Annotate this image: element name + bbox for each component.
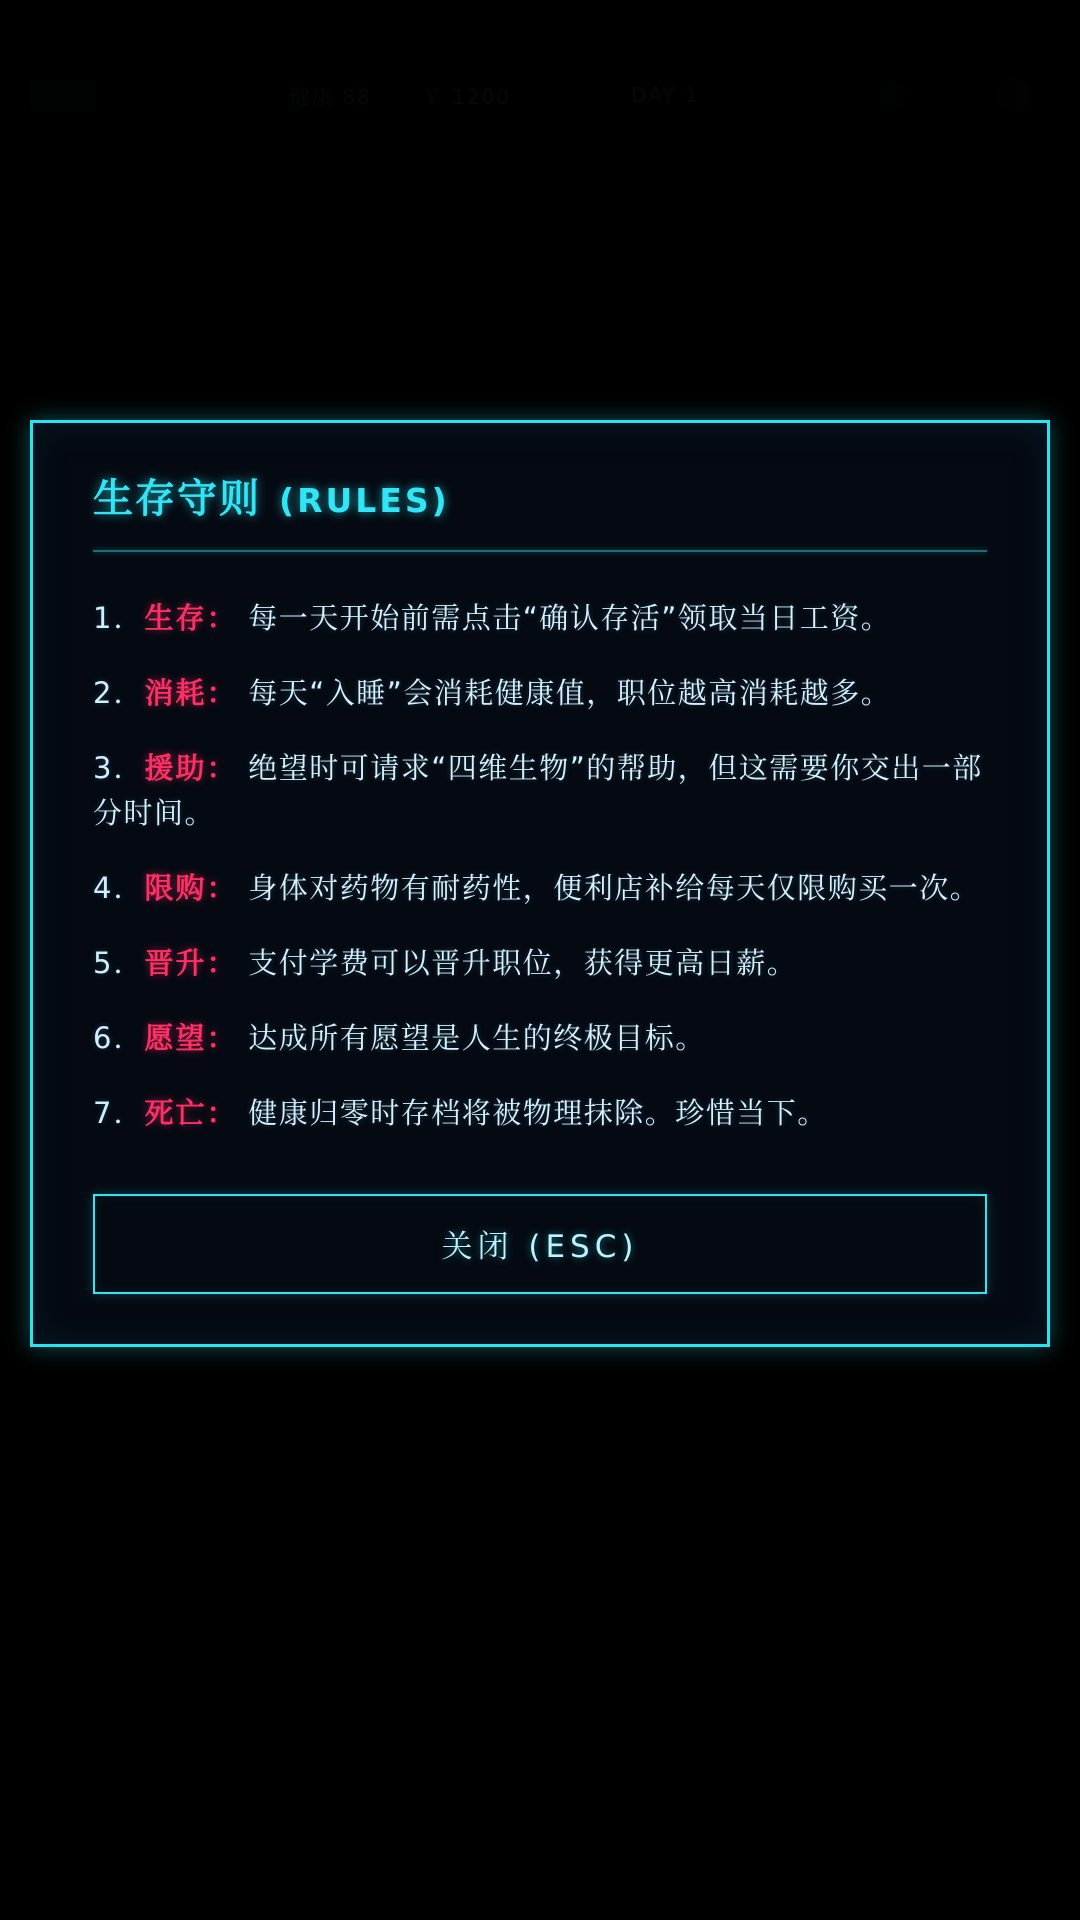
rule-text: 绝望时可请求“四维生物”的帮助，但这需要你交出一部分时间。 xyxy=(93,750,983,830)
rule-item xyxy=(93,746,987,836)
rule-item xyxy=(93,866,987,911)
rule-item xyxy=(93,671,987,716)
rule-keyword: 援助： xyxy=(144,750,238,785)
rule-text: 每一天开始前需点击“确认存活”领取当日工资。 xyxy=(248,601,892,635)
close-button[interactable]: 关闭 (ESC) xyxy=(93,1194,987,1294)
rule-text: 每天“入睡”会消耗健康值，职位越高消耗越多。 xyxy=(248,675,892,710)
rule-number: 3． xyxy=(93,750,145,785)
rules-modal xyxy=(30,420,1050,1347)
rule-item xyxy=(93,941,987,986)
rule-number: 6． xyxy=(93,1020,145,1055)
rule-number: 5． xyxy=(93,945,145,980)
rule-text: 身体对药物有耐药性，便利店补给每天仅限购买一次。 xyxy=(248,870,981,905)
rule-number: 7． xyxy=(93,1095,145,1130)
rule-number: 4． xyxy=(93,870,145,905)
rule-number: 2． xyxy=(93,675,145,710)
modal-title-cn: 生存守则 xyxy=(93,476,261,522)
rule-keyword: 生存： xyxy=(144,601,238,635)
rule-item xyxy=(93,596,987,641)
rule-keyword: 消耗： xyxy=(144,675,238,710)
modal-title-en: (RULES) xyxy=(279,481,450,520)
rule-keyword: 限购： xyxy=(144,870,238,905)
rule-item xyxy=(93,1016,987,1061)
rule-number: 1． xyxy=(93,601,145,635)
rule-text: 达成所有愿望是人生的终极目标。 xyxy=(248,1020,706,1055)
rule-text: 支付学费可以晋升职位，获得更高日薪。 xyxy=(248,945,798,980)
rule-keyword: 死亡： xyxy=(144,1095,238,1130)
rule-item xyxy=(93,1091,987,1136)
rule-keyword: 愿望： xyxy=(144,1020,238,1055)
rule-keyword: 晋升： xyxy=(144,945,238,980)
rule-text: 健康归零时存档将被物理抹除。珍惜当下。 xyxy=(248,1095,828,1130)
title-divider xyxy=(93,550,987,552)
modal-title xyxy=(93,467,987,524)
